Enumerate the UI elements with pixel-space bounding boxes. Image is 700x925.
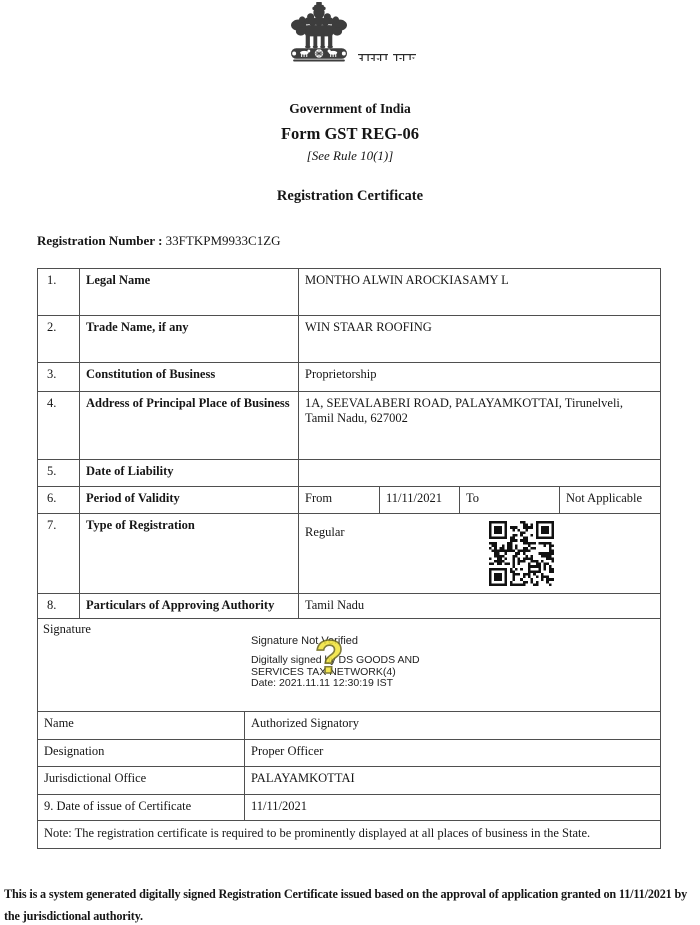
registration-number-value: 33FTKPM9933C1ZG bbox=[165, 233, 281, 248]
table-row-jurisdictional-office bbox=[38, 767, 660, 795]
certificate-table bbox=[37, 268, 661, 849]
row-number: 4. bbox=[47, 396, 57, 410]
validity-to-value: Not Applicable bbox=[559, 487, 660, 513]
table-row-designation bbox=[38, 740, 660, 767]
table-row-period-of-validity bbox=[38, 487, 660, 514]
row-label: Particulars of Approving Authority bbox=[79, 594, 298, 618]
row-number: 7. bbox=[47, 518, 57, 532]
row-label: Constitution of Business bbox=[79, 363, 298, 391]
row-value: Proprietorship bbox=[298, 363, 660, 391]
row-label: Jurisdictional Office bbox=[44, 771, 147, 785]
government-title: Government of India bbox=[289, 101, 411, 116]
validity-from-label: From bbox=[305, 491, 333, 505]
table-row-address bbox=[38, 392, 660, 460]
row-label: Name bbox=[44, 716, 74, 730]
row-label: Date of Liability bbox=[79, 460, 298, 486]
row-number: 3. bbox=[47, 367, 57, 381]
table-row-approving-authority bbox=[38, 594, 660, 619]
row-value: WIN STAAR ROOFING bbox=[298, 316, 660, 362]
signature-label: Signature bbox=[43, 622, 91, 636]
validity-to-label: To bbox=[459, 487, 559, 513]
row-value: MONTHO ALWIN AROCKIASAMY L bbox=[298, 269, 660, 315]
signature-section bbox=[38, 619, 660, 712]
row-number: 8. bbox=[47, 598, 57, 612]
table-row-date-of-liability bbox=[38, 460, 660, 487]
signature-question-mark-icon: ? bbox=[315, 630, 344, 683]
certificate-title: Registration Certificate bbox=[276, 188, 424, 204]
emblem-block bbox=[0, 2, 700, 68]
table-row-type-of-registration bbox=[38, 514, 660, 594]
row-value: 11/11/2021 bbox=[244, 795, 660, 820]
india-emblem-icon bbox=[284, 2, 354, 63]
row-number: 5. bbox=[47, 464, 57, 478]
row-value bbox=[298, 460, 660, 486]
signed-by-line2: SERVICES TAX NETWORK(4) bbox=[251, 665, 396, 678]
validity-from-value: 11/11/2021 bbox=[379, 487, 459, 513]
row-value: 1A, SEEVALABERI ROAD, PALAYAMKOTTAI, Tirunelveli, Tamil Nadu, 627002 bbox=[298, 392, 660, 459]
row-label: Address of Principal Place of Business bbox=[79, 392, 298, 459]
note-row: Note: The registration certificate is required to be prominently displayed at all places of business in the State. bbox=[44, 826, 591, 840]
signature-date-line: Date: 2021.11.11 12:30:19 IST bbox=[251, 677, 394, 689]
table-row-name bbox=[38, 712, 660, 740]
footer-note: This is a system generated digitally signed Registration Certificate issued based on the approval of application granted on 11/11/2021 by the jurisdictional authority. bbox=[4, 887, 688, 923]
registration-number-line bbox=[37, 233, 281, 249]
row-value: Authorized Signatory bbox=[244, 712, 660, 739]
qr-code bbox=[489, 521, 554, 586]
row-value: Regular bbox=[305, 525, 345, 539]
table-row-trade-name bbox=[38, 316, 660, 363]
validity-cells bbox=[298, 487, 660, 513]
registration-type-cell bbox=[298, 514, 660, 593]
form-title: Form GST REG-06 bbox=[280, 124, 420, 143]
row-value: Proper Officer bbox=[244, 740, 660, 766]
row-label: Period of Validity bbox=[79, 487, 298, 513]
signature-not-verified-text: Signature Not Verified bbox=[251, 635, 359, 647]
row-value: Tamil Nadu bbox=[298, 594, 660, 618]
row-number: 6. bbox=[47, 491, 57, 505]
emblem-motto-icon bbox=[358, 53, 416, 63]
table-row-date-of-issue bbox=[38, 795, 660, 821]
rule-reference: [See Rule 10(1)] bbox=[306, 148, 394, 163]
row-value: PALAYAMKOTTAI bbox=[244, 767, 660, 794]
row-label: Type of Registration bbox=[79, 514, 298, 593]
signed-by-line1: Digitally signed by DS GOODS AND bbox=[251, 654, 420, 666]
table-row-legal-name bbox=[38, 269, 660, 316]
row-label: 9. Date of issue of Certificate bbox=[44, 799, 192, 813]
row-label: Designation bbox=[44, 744, 105, 758]
registration-number-label: Registration Number : bbox=[37, 233, 163, 248]
row-number: 2. bbox=[47, 320, 57, 334]
table-row-constitution bbox=[38, 363, 660, 392]
row-label: Trade Name, if any bbox=[79, 316, 298, 362]
row-number: 1. bbox=[47, 273, 57, 287]
row-label: Legal Name bbox=[79, 269, 298, 315]
